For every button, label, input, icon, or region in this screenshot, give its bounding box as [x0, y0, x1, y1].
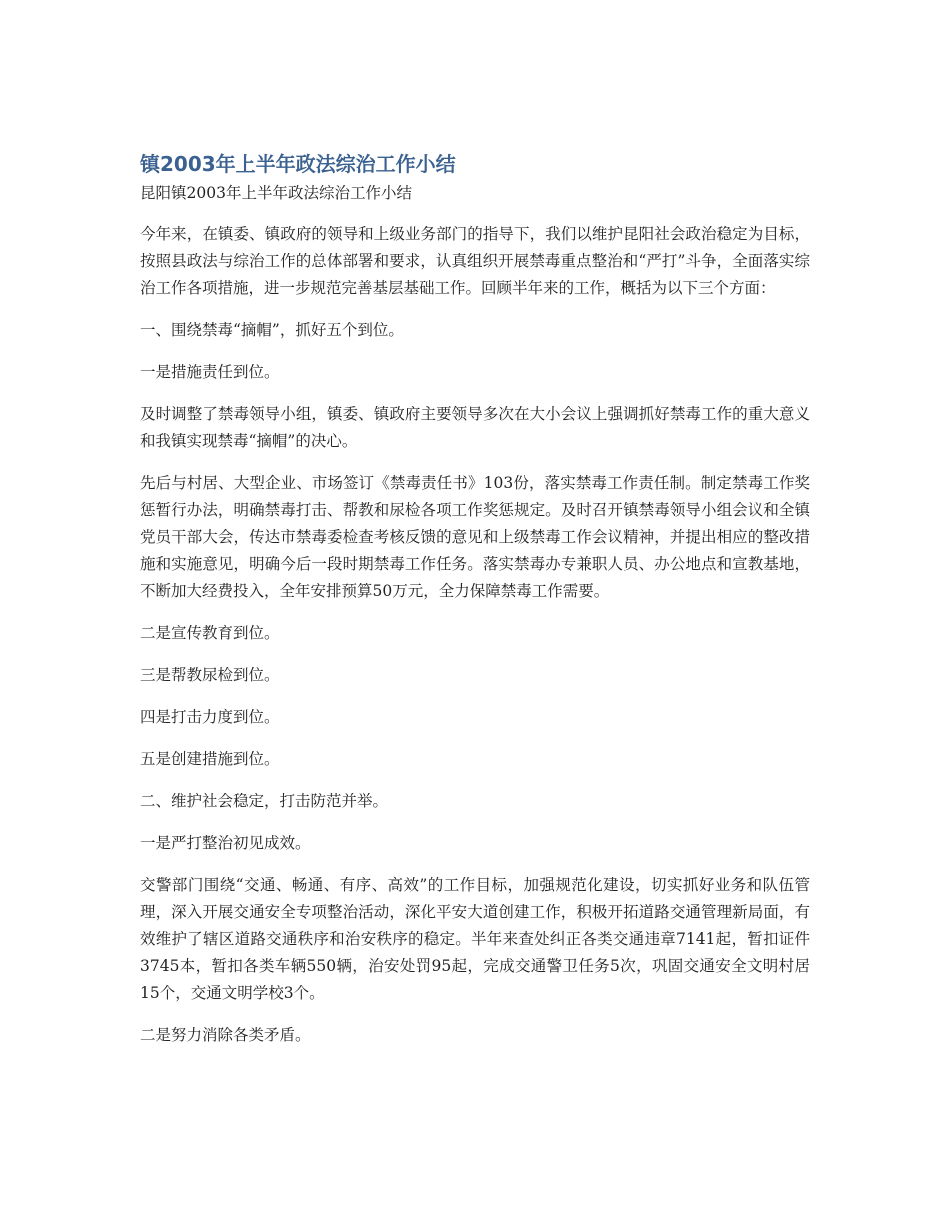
- document-page: [140, 148, 810, 1064]
- section-heading-2: 二、维护社会稳定，打击防范并举。: [140, 792, 389, 810]
- subheading-creation: 五是创建措施到位。: [140, 750, 280, 768]
- subheading-help-testing: 三是帮教尿检到位。: [140, 666, 280, 684]
- section-heading-1: 一、围绕禁毒“摘帽”，抓好五个到位。: [140, 321, 404, 339]
- subheading-crackdown: 四是打击力度到位。: [140, 708, 280, 726]
- subheading-publicity: 二是宣传教育到位。: [140, 624, 280, 642]
- subheading-measures: 一是措施责任到位。: [140, 363, 280, 381]
- subheading-resolve-conflicts: 二是努力消除各类矛盾。: [140, 1026, 311, 1044]
- document-subtitle: 昆阳镇2003年上半年政法综治工作小结: [140, 184, 412, 202]
- subheading-strike-hard: 一是严打整治初见成效。: [140, 834, 311, 852]
- document-title: 镇2003年上半年政法综治工作小结: [140, 152, 456, 176]
- paragraph-leadership: 及时调整了禁毒领导小组，镇委、镇政府主要领导多次在大小会议上强调抓好禁毒工作的重大意义和我镇实现禁毒“摘帽”的决心。: [140, 405, 810, 450]
- paragraph-responsibility: 先后与村居、大型企业、市场签订《禁毒责任书》103份，落实禁毒工作责任制。制定禁毒工作奖惩暂行办法，明确禁毒打击、帮教和尿检各项工作奖惩规定。及时召开镇禁毒领导小组会议和全镇党员干部大会，传达市禁毒委检查考核反馈的意见和上级禁毒工作会议精神，并提出相应的整改措施和实施意见，明确今后一段时期禁毒工作任务。落实禁毒办专兼职人员、办公地点和宣教基地，不断加大经费投入，全年安排预算50万元，全力保障禁毒工作需要。: [140, 474, 810, 600]
- paragraph-traffic: 交警部门围绕“交通、畅通、有序、高效”的工作目标，加强规范化建设，切实抓好业务和队伍管理，深入开展交通安全专项整治活动，深化平安大道创建工作，积极开拓道路交通管理新局面，有效维护了辖区道路交通秩序和治安秩序的稳定。半年来查处纠正各类交通违章7141起，暂扣证件3745本，暂扣各类车辆550辆，治安处罚95起，完成交通警卫任务5次，巩固交通安全文明村居15个，交通文明学校3个。: [140, 876, 810, 1002]
- paragraph-intro: 今年来，在镇委、镇政府的领导和上级业务部门的指导下，我们以维护昆阳社会政治稳定为目标，按照县政法与综治工作的总体部署和要求，认真组织开展禁毒重点整治和“严打”斗争，全面落实综治工作各项措施，进一步规范完善基层基础工作。回顾半年来的工作，概括为以下三个方面：: [140, 225, 810, 297]
